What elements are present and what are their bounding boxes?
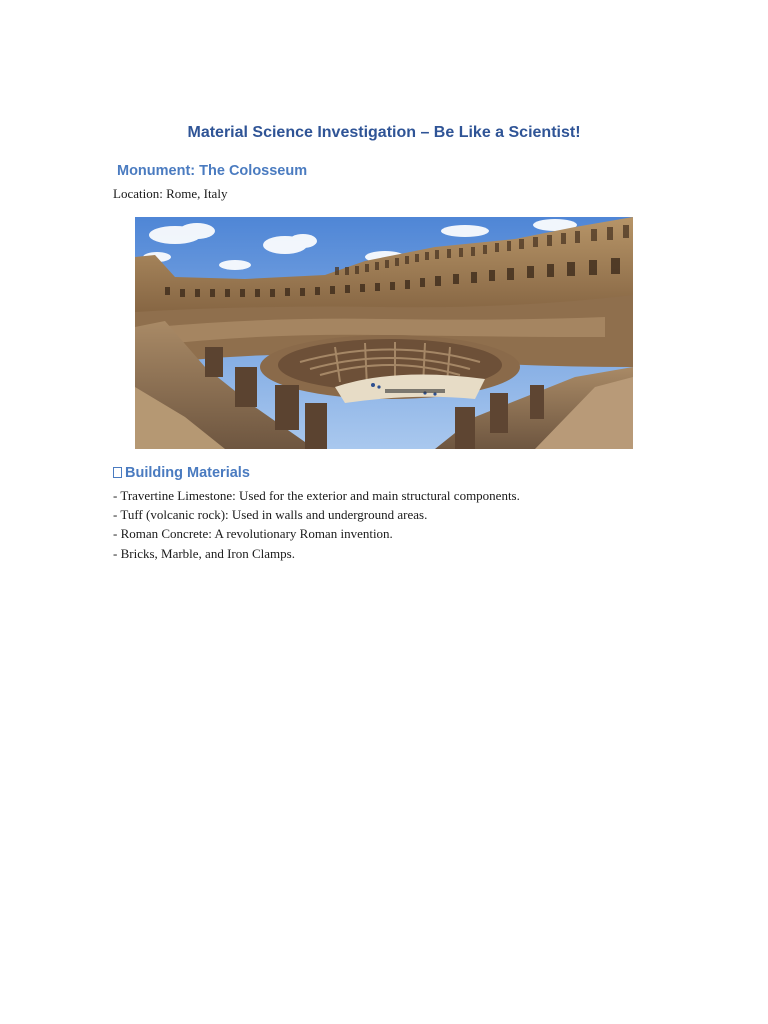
material-item-roman-concrete: - Roman Concrete: A revolutionary Roman invention. bbox=[113, 526, 393, 541]
monument-heading: Monument: The Colosseum bbox=[117, 163, 308, 179]
building-materials-heading-label: Building Materials bbox=[125, 465, 250, 481]
material-item-travertine: - Travertine Limestone: Used for the exterior and main structural components. bbox=[113, 488, 520, 503]
document-title: Material Science Investigation – Be Like a Scientist! bbox=[187, 124, 581, 141]
material-item-tuff: - Tuff (volcanic rock): Used in walls and underground areas. bbox=[113, 507, 428, 522]
building-materials-heading bbox=[113, 465, 250, 481]
colosseum-photo bbox=[135, 217, 633, 449]
location-text: Location: Rome, Italy bbox=[113, 186, 228, 201]
missing-glyph-icon bbox=[113, 467, 122, 478]
material-item-bricks-marble: - Bricks, Marble, and Iron Clamps. bbox=[113, 546, 295, 561]
